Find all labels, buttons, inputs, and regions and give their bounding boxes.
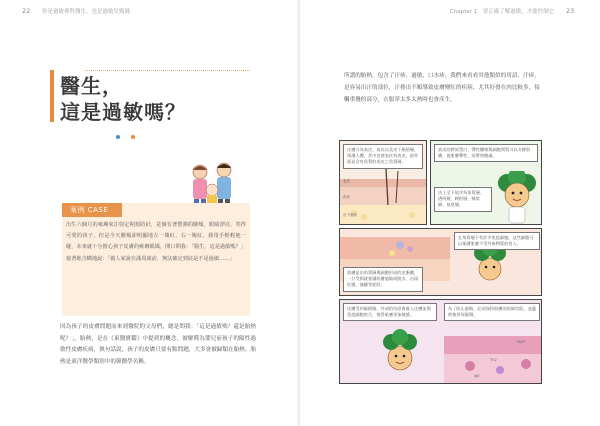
label-ige: IgE [474,374,480,378]
right-page-number: 23 [566,7,575,15]
orange-dot [131,135,135,139]
comic-panel-1 [339,140,427,225]
label-tslp: TSLP [516,340,525,344]
title-line-2: 這是過敏嗎？ [60,100,186,124]
right-running-title: Chapter 1 要正確了解過敏，才能控制它 [450,9,555,15]
panel-4-bubble: 皮膚受到破損後，外部的抗原會進入皮膚並與免疫細胞結合，使得肌膚更加敏感。 [343,303,437,321]
panel-3-bubble: 肌膚是由角質層與細胞形成的皮脂膜，一旦受損就會讓肌膚過敏或脫水，出現紅腫、搔癢等症狀。 [343,267,423,292]
left-running-title: 你是過敏專科醫生，也是過敏兒媽媽 [42,9,131,15]
panel-2-bubble-2: 由上至下依序為角質層、透明層、顆粒層、棘狀層、基底層。 [434,187,492,212]
title-accent-bar [50,70,54,122]
title-dots [116,124,141,143]
left-header [22,7,130,15]
label-epidermis: 表皮 [343,179,351,183]
panel-3-bubble-2: 在角質層下有許多免疫細胞，這些細胞可以保護肌膚不受外來物質的侵入。 [454,232,540,250]
title-rule [85,70,250,71]
right-header [450,7,574,15]
mascot-illustration [493,171,541,225]
left-body-text: 因為孩子的皮膚問題而來到醫院的父母們，總是問我：「這是過敏嗎？還是胎熱呢？」，胎熱，是在《東醫寶鑑》中提到的概念，被解釋為嬰兒前孩子的陽性過敏性皮膚疾病，換句話說，孩子的皮膚只要有點問題，大多會被歸類在胎熱。胎熱是東洋醫學類別中的韓醫學名稱。 [60,324,256,365]
panel-1-bubble: 皮膚分為表皮、真皮以及皮下脂肪層，保護人體，其中也使表皮為表皮，最外面是含有角質的表皮之角質層。 [343,144,423,169]
label-dermis: 真皮 [343,195,351,199]
case-tab [62,203,122,217]
panel-4-bubble-2: 為了防止過敏，必須保持肌膚的屏障功能，並適時使用保濕劑。 [444,303,540,321]
panel-2-bubble: 真皮的膠原蛋白、彈性纖維與細胞間質可以支撐肌膚，使肌膚彈性、結實和飽滿。 [434,144,538,162]
comic-panel-2 [430,140,542,225]
blue-dot [116,135,120,139]
left-page-number: 22 [22,7,31,15]
case-text: 出生六個月的雍琳來注射定期預防針，是個有著豐潤的臉頰、眼睛漂亮、笑得可愛的孩子，但是今天臉頰卻明顯地左一塊紅、右一塊紅，我用手輕輕地一碰，本來就十分擔心孩子皮膚的雍琳媽媽，開口問我：「醫生，這是過敏嗎？」接著她含糊地說：「親人家說在滿周歲前，無法確定到底是不是過敏……」 [66,222,246,262]
chapter-title [60,70,250,140]
immune-illustration [340,300,542,384]
title-line-1: 醫生， [60,74,123,98]
label-th2: Th2 [490,358,497,362]
case-tab-label: 案例 CASE [70,206,109,214]
right-body-text: 所謂的胎熱，包含了汗疹、過敏，口水疹。我們來看看其他類似的用語，汗疹，是容易出汗的部位，汗排出不順導致皮膚變紅的疾病，尤其好發在肉比較多，接觸重疊的部分，衣服穿太多太熱時也會產生。 [344,73,540,103]
label-subcutaneous: 皮下脂肪 [343,213,358,217]
comic-panel-4 [339,299,542,384]
comic-panel-3 [339,228,542,296]
